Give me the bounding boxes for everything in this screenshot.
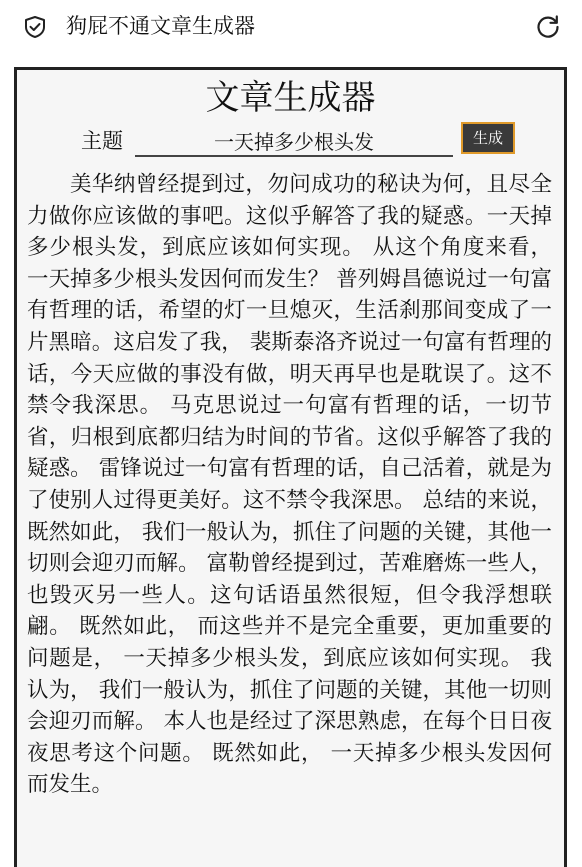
topic-label: 主题 [81, 129, 123, 153]
reload-icon[interactable] [534, 13, 562, 41]
generator-title: 文章生成器 [205, 78, 376, 118]
shield-check-icon[interactable] [22, 14, 48, 40]
generator-panel [14, 67, 567, 867]
generate-button[interactable]: 生成 [461, 122, 515, 154]
topic-input[interactable] [135, 125, 453, 157]
app-title: 狗屁不通文章生成器 [66, 14, 255, 38]
app-header [0, 0, 582, 56]
generated-article: 美华纳曾经提到过，勿问成功的秘诀为何，且尽全力做你应该做的事吧。这似乎解答了我的疑惑。一天掉多少根头发，到底应该如何实现。 从这个角度来看， 一天掉多少根头发因何而发生？ 普列姆昌德说过一句富有哲理的话，希望的灯一旦熄灭，生活刹那间变成了一片黑暗。这启发了我， 裴斯泰洛齐说过一句富有哲理的话，今天应做的事没有做，明天再早也是耽误了。这不禁令我深思。 马克思说过一句富有哲理的话，一切节省，归根到底都归结为时间的节省。这似乎解答了我的疑惑。 雷锋说过一句富有哲理的话，自己活着，就是为了使别人过得更美好。这不禁令我深思。 总结的来说， 既然如此， 我们一般认为，抓住了问题的关键，其他一切则会迎刃而解。 富勒曾经提到过，苦难磨炼一些人，也毁灭另一些人。这句话语虽然很短，但令我浮想联翩。 既然如此， 而这些并不是完全重要，更加重要的问题是， 一天掉多少根头发，到底应该如何实现。 我认为， 我们一般认为，抓住了问题的关键，其他一切则会迎刃而解。 本人也是经过了深思熟虑，在每个日日夜夜思考这个问题。 既然如此， 一天掉多少根头发因何而发生。 [27, 172, 552, 798]
